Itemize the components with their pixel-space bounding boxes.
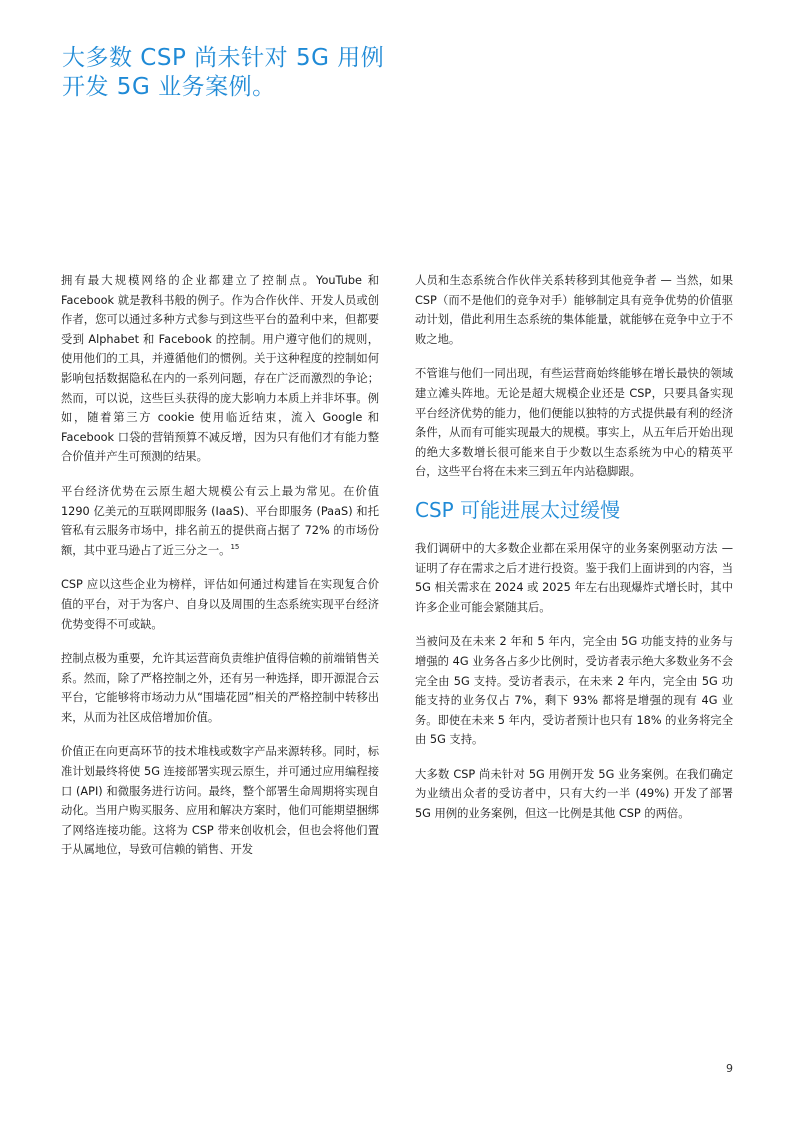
section-paragraph-3: 大多数 CSP 尚未针对 5G 用例开发 5G 业务案例。在我们确定为业绩出众者的受访者中，只有大约一半 (49%) 开发了部署 5G 用例的业务案例，但这一比例是其他 CSP 的两倍。 xyxy=(415,767,733,821)
left-paragraph-1: 拥有最大规模网络的企业都建立了控制点。YouTube 和 Facebook 就是教科书般的例子。作为合作伙伴、开发人员或创作者，您可以通过多种方式参与到这些平台的盈利中来，但都要受到 Alphabet 和 Facebook 的控制。用户遵守他们的规则，使用他们的工具，并遵循他们的惯例。关于这种程度的控制如何影响包括数据隐私在内的一系列问题，存在广泛而激烈的争论；然而，可以说，这些巨头获得的庞大影响力本质上并非坏事。例如，随着第三方 cookie 使用临近结束，流入 Google 和 Facebook 口袋的营销预算不减反增，因为只有他们才有能力整合价值并产生可预测的结果。 xyxy=(61,274,379,464)
left-paragraph-5: 价值正在向更高环节的技术堆栈或数字产品来源转移。同时，标准计划最终将使 5G 连接部署实现云原生，并可通过应用编程接口 (API) 和微服务进行访问。最终，整个部署生命周期将实现自动化。当用户购买服务、应用和解决方案时，他们可能期望捆绑了网络连接功能。这将为 CSP 带来创收机会，但也会将他们置于从属地位，导致可信赖的销售、开发 xyxy=(61,745,379,857)
left-paragraph-2 xyxy=(61,482,379,560)
section-paragraph-1: 我们调研中的大多数企业都在采用保守的业务案例驱动方法 — 证明了存在需求之后才进行投资。鉴于我们上面讲到的内容，当 5G 相关需求在 2024 或 2025 年左右出现爆炸式增长时，其中许多企业可能会紧随其后。 xyxy=(415,541,733,614)
right-paragraph-1: 人员和生态系统合作伙伴关系转移到其他竞争者 — 当然，如果 CSP（而不是他们的竞争对手）能够制定具有竞争优势的价值驱动计划，借此利用生态系统的集体能量，就能够在竞争中立于不败之地。 xyxy=(415,274,733,346)
left-paragraph-3: CSP 应以这些企业为榜样，评估如何通过构建旨在实现复合价值的平台，对于为客户、自身以及周围的生态系统实现平台经济优势变得不可或缺。 xyxy=(61,578,379,631)
page-number: 9 xyxy=(726,1062,733,1075)
right-column xyxy=(415,271,733,839)
page-title: 大多数 CSP 尚未针对 5G 用例开发 5G 业务案例。 xyxy=(62,45,385,100)
left-paragraph-2-text: 平台经济优势在云原生超大规模公有云上最为常见。在价值 1290 亿美元的互联网即服务 (IaaS)、平台即服务 (PaaS) 和托管私有云服务市场中，排名前五的提供商占据了 72% 的市场份额，其中亚马逊占了近三分之一。 xyxy=(61,484,379,557)
left-column xyxy=(61,271,379,875)
section-heading: CSP 可能进展太过缓慢 xyxy=(415,497,621,522)
section-paragraph-2: 当被问及在未来 2 年和 5 年内，完全由 5G 功能支持的业务与增强的 4G 业务各占多少比例时，受访者表示绝大多数业务不会完全由 5G 支持。受访者表示，在未来 2 年内，完全由 5G 功能支持的业务仅占 7%，剩下 93% 都将是增强的现有 4G 业务。即使在未来 5 年内，受访者预计也只有 18% 的业务将完全由 5G 支持。 xyxy=(415,635,733,747)
right-paragraph-2: 不管谁与他们一同出现，有些运营商始终能够在增长最快的领域建立滩头阵地。无论是超大规模企业还是 CSP，只要具备实现平台经济优势的能力，他们便能以独特的方式提供最有利的经济条件，从而有可能实现最大的规模。事实上，从五年后开始出现的绝大多数增长很可能来自于少数以生态系统为中心的精英平台，这些平台将在未来三到五年内站稳脚跟。 xyxy=(415,367,733,479)
footnote-ref[interactable]: 15 xyxy=(230,542,240,551)
left-paragraph-4: 控制点极为重要，允许其运营商负责维护值得信赖的前端销售关系。然而，除了严格控制之外，还有另一种选择，即开源混合云平台，它能够将市场动力从“围墙花园”相关的严格控制中转移出来，从而为社区成倍增加价值。 xyxy=(61,652,379,724)
